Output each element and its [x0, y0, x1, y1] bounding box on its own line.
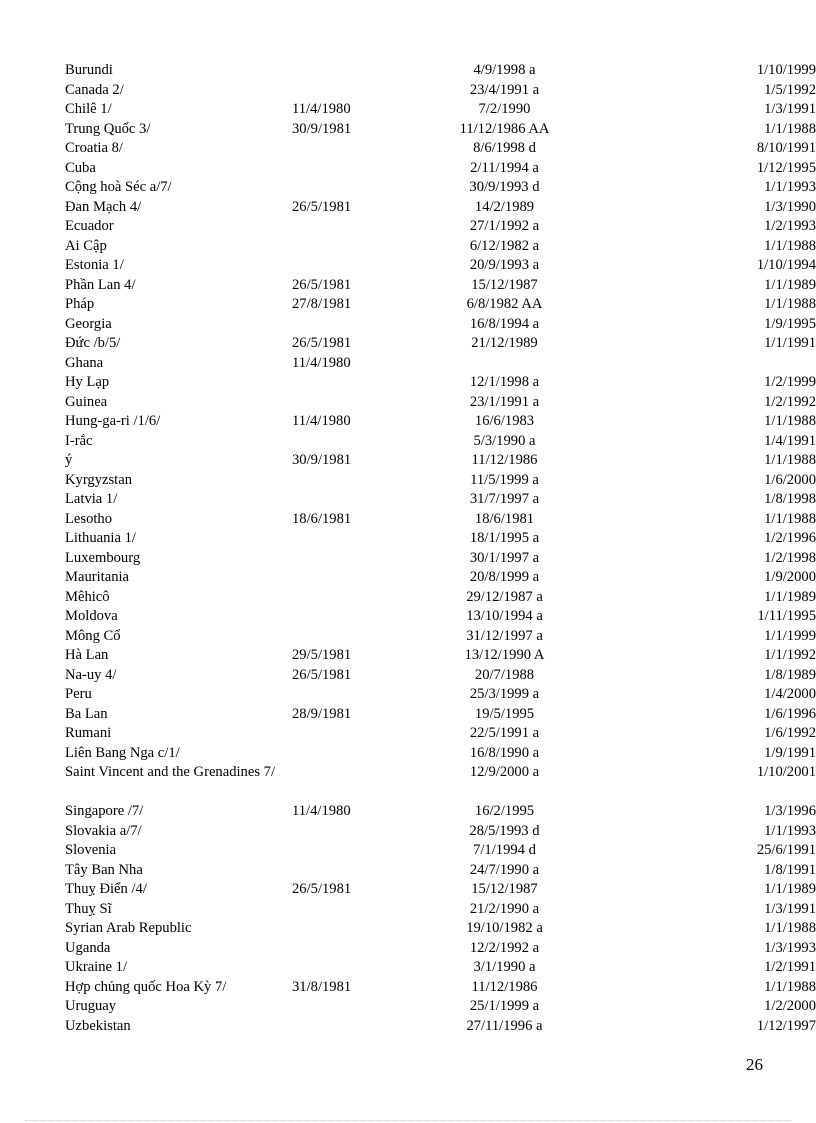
table-row: [65, 744, 816, 764]
country-name: I-rắc: [65, 432, 93, 449]
signature-date: 30/9/1981: [292, 452, 352, 468]
table-row: [65, 139, 816, 159]
ratification-date: 31/7/1997 a: [469, 491, 540, 507]
entry-into-force-date: 1/10/1999: [756, 62, 816, 78]
country-name: Hung-ga-ri /1/6/: [65, 413, 161, 429]
signature-date: [292, 919, 392, 939]
country-name: Latvia 1/: [65, 491, 118, 507]
entry-into-force-date: 1/1/1993: [764, 179, 816, 195]
ratification-date: 21/2/1990 a: [469, 900, 540, 917]
entry-into-force-date: 1/1/1988: [764, 237, 816, 254]
table-row: [65, 705, 816, 725]
signature-date: [292, 315, 392, 335]
ratification-date: 20/9/1993 a: [469, 257, 540, 273]
entry-into-force-date: 1/3/1993: [764, 939, 816, 956]
entry-into-force-date: 1/3/1996: [764, 803, 816, 819]
ratification-date: 30/9/1993 d: [469, 179, 540, 195]
country-name: Cộng hoà Séc a/7/: [65, 179, 172, 195]
ratification-date: 7/1/1994 d: [473, 842, 536, 858]
table-row: [65, 334, 816, 354]
entry-into-force-date: 1/1/1988: [764, 296, 816, 312]
table-body: [65, 61, 816, 1036]
ratification-date: 30/1/1997 a: [469, 549, 540, 566]
entry-into-force-date: 1/12/1997: [756, 1017, 816, 1034]
table-row: [65, 978, 816, 998]
ratification-date: 14/2/1989: [474, 198, 535, 215]
country-name: Lesotho: [65, 510, 113, 527]
signature-date: 31/8/1981: [292, 978, 352, 995]
signature-date: [292, 373, 392, 393]
ratification-date: 11/12/1986: [471, 452, 538, 468]
table-row: [65, 159, 816, 179]
signature-date: [292, 61, 392, 81]
ratification-date: 3/1/1990 a: [473, 959, 536, 975]
table-row: [65, 451, 816, 471]
ratification-date: 21/12/1989: [471, 335, 538, 351]
table-row: [65, 666, 816, 686]
signature-date: [292, 861, 392, 881]
signature-date: [292, 393, 392, 413]
signature-date: [292, 958, 392, 978]
table-row: [65, 900, 816, 920]
signature-date: 11/4/1980: [292, 101, 351, 117]
table-row: [65, 724, 816, 744]
signature-date: 11/4/1980: [292, 413, 351, 429]
table-row: [65, 568, 816, 588]
signature-date: [292, 178, 392, 198]
ratification-date: 6/8/1982 AA: [466, 296, 543, 312]
entry-into-force-date: 1/2/1993: [764, 218, 816, 234]
country-name: Ba Lan: [65, 705, 108, 722]
country-name: Tây Ban Nha: [65, 861, 143, 878]
signature-date: [292, 607, 392, 627]
entry-into-force-date: 1/1/1988: [764, 978, 816, 995]
ratification-date: 11/12/1986 AA: [459, 120, 550, 137]
country-name: Uganda: [65, 939, 111, 956]
footer-divider: [25, 1120, 791, 1121]
country-name: Ai Cập: [65, 237, 107, 254]
table-row: [65, 373, 816, 393]
signature-date: [292, 822, 392, 842]
signature-date: 26/5/1981: [292, 666, 352, 683]
ratification-date: 5/3/1990 a: [473, 432, 536, 449]
table-row: [65, 490, 816, 510]
entry-into-force-date: 1/10/2001: [756, 764, 816, 780]
country-name: Hợp chủng quốc Hoa Kỳ 7/: [65, 978, 227, 995]
table-row: [65, 841, 816, 861]
entry-into-force-date: 1/3/1991: [764, 900, 816, 917]
signature-date: [292, 997, 392, 1017]
entry-into-force-date: [617, 354, 816, 374]
country-name: Moldova: [65, 608, 118, 624]
ratification-date: 6/12/1982 a: [469, 237, 540, 254]
table-row: [65, 81, 816, 101]
table-row: [65, 412, 816, 432]
table-row: [65, 763, 816, 802]
signature-date: [292, 900, 392, 920]
entry-into-force-date: 1/1/1988: [764, 452, 816, 468]
table-row: [65, 198, 816, 218]
signature-date: [292, 939, 392, 959]
entry-into-force-date: 1/12/1995: [756, 159, 816, 176]
ratification-date: 29/12/1987 a: [466, 588, 543, 605]
country-name: Uruguay: [65, 998, 117, 1014]
entry-into-force-date: 1/2/1991: [764, 959, 816, 975]
table-row: [65, 393, 816, 413]
ratification-date: 16/6/1983: [474, 413, 535, 429]
entry-into-force-date: 1/9/2000: [764, 569, 816, 585]
country-name: ý: [65, 452, 73, 468]
signature-date: [292, 568, 392, 588]
signature-date: [292, 588, 392, 608]
table-row: [65, 997, 816, 1017]
entry-into-force-date: 1/1/1992: [764, 647, 816, 663]
ratification-date: [392, 354, 617, 374]
country-name: Slovenia: [65, 842, 117, 858]
entry-into-force-date: 1/1/1993: [764, 822, 816, 839]
country-name: Rumani: [65, 725, 112, 741]
ratification-date: 2/11/1994 a: [470, 159, 539, 176]
ratification-date: 16/8/1994 a: [469, 315, 540, 332]
signature-date: [292, 549, 392, 569]
entry-into-force-date: 1/6/2000: [764, 471, 816, 488]
table-row: [65, 958, 816, 978]
entry-into-force-date: 1/1/1988: [764, 510, 816, 527]
table-row: [65, 646, 816, 666]
table-row: [65, 217, 816, 237]
signature-date: 27/8/1981: [292, 296, 352, 312]
entry-into-force-date: 1/3/1990: [764, 198, 816, 215]
ratification-date: 25/3/1999 a: [469, 686, 540, 702]
entry-into-force-date: 1/1/1988: [764, 413, 816, 429]
entry-into-force-date: 1/8/1989: [764, 666, 816, 683]
country-name: Uzbekistan: [65, 1017, 131, 1034]
table-row: [65, 529, 816, 549]
signature-date: [292, 1017, 392, 1037]
table-row: [65, 276, 816, 296]
ratification-date: 23/1/1991 a: [469, 393, 540, 410]
signature-date: [292, 81, 392, 101]
country-name: Liên Bang Nga c/1/: [65, 744, 180, 761]
country-name: Kyrgyzstan: [65, 471, 133, 488]
signature-date: [292, 237, 392, 257]
country-name: Hy Lạp: [65, 374, 110, 390]
entry-into-force-date: 1/8/1991: [764, 861, 816, 878]
entry-into-force-date: 1/1/1991: [764, 335, 816, 351]
entry-into-force-date: 1/9/1991: [764, 744, 816, 761]
signature-date: 26/5/1981: [292, 881, 352, 897]
signature-date: 29/5/1981: [292, 647, 352, 663]
entry-into-force-date: 1/11/1995: [757, 608, 816, 624]
country-name: Ukraine 1/: [65, 959, 128, 975]
table-row: [65, 549, 816, 569]
country-name: Luxembourg: [65, 549, 141, 566]
table-row: [65, 685, 816, 705]
table-row: [65, 607, 816, 627]
country-name-text: Saint Vincent and the Grenadines 7/: [65, 764, 276, 780]
entry-into-force-date: 1/1/1989: [764, 276, 816, 293]
entry-into-force-date: 1/2/1992: [764, 393, 816, 410]
ratification-date: 31/12/1997 a: [466, 627, 543, 644]
country-name: Cuba: [65, 159, 96, 176]
country-name: Mauritania: [65, 569, 130, 585]
table-row: [65, 919, 816, 939]
ratification-date: 18/1/1995 a: [469, 530, 540, 546]
ratification-date: 19/5/1995: [474, 705, 535, 722]
table-row: [65, 627, 816, 647]
page-number: 26: [746, 1055, 763, 1074]
ratification-date: 20/8/1999 a: [469, 569, 540, 585]
table-row: [65, 120, 816, 140]
signature-date: 11/4/1980: [292, 803, 351, 819]
country-name: Estonia 1/: [65, 257, 124, 273]
entry-into-force-date: 1/10/1994: [756, 257, 816, 273]
signature-date: [292, 139, 392, 159]
country-name: Peru: [65, 686, 92, 702]
table-row: [65, 939, 816, 959]
country-name: Pháp: [65, 296, 95, 312]
entry-into-force-date: 1/6/1996: [764, 705, 816, 722]
signature-date: [292, 763, 392, 802]
ratification-date: 11/12/1986: [471, 978, 538, 995]
ratification-date: 11/5/1999 a: [470, 471, 539, 488]
signature-date: [292, 432, 392, 452]
table-row: [65, 822, 816, 842]
entry-into-force-date: 1/6/1992: [764, 725, 816, 741]
signature-date: [292, 724, 392, 744]
table-row: [65, 802, 816, 822]
ratification-date: 27/1/1992 a: [469, 218, 540, 234]
table-row: [65, 471, 816, 491]
signature-date: 26/5/1981: [292, 198, 352, 215]
entry-into-force-date: 25/6/1991: [756, 842, 816, 858]
entry-into-force-date: 1/8/1998: [764, 491, 816, 507]
ratification-date: 12/2/1992 a: [469, 939, 540, 956]
table-row: [65, 354, 816, 374]
entry-into-force-date: 1/1/1999: [764, 627, 816, 644]
ratification-date: 8/6/1998 d: [473, 140, 536, 156]
country-name: Chilê 1/: [65, 101, 112, 117]
country-name: Đan Mạch 4/: [65, 198, 142, 215]
signature-date: [292, 256, 392, 276]
table-row: [65, 295, 816, 315]
table-row: [65, 588, 816, 608]
country-name: Lithuania 1/: [65, 530, 136, 546]
entry-into-force-date: 1/2/2000: [764, 998, 816, 1014]
ratification-date: 7/2/1990: [478, 101, 531, 117]
ratification-date: 20/7/1988: [474, 666, 535, 683]
table-row: [65, 432, 816, 452]
ratification-date: 24/7/1990 a: [469, 861, 540, 878]
signature-date: 26/5/1981: [292, 276, 352, 293]
treaty-status-table: [65, 61, 816, 1036]
signature-date: [292, 529, 392, 549]
country-name: Hà Lan: [65, 647, 109, 663]
ratification-date: 16/2/1995: [474, 803, 535, 819]
entry-into-force-date: 1/2/1998: [764, 549, 816, 566]
table-row: [65, 100, 816, 120]
signature-date: 26/5/1981: [292, 335, 352, 351]
ratification-date: 16/8/1990 a: [469, 744, 540, 761]
ratification-date: 13/10/1994 a: [466, 608, 543, 624]
signature-date: [292, 471, 392, 491]
entry-into-force-date: 1/1/1988: [764, 920, 816, 936]
signature-date: [292, 159, 392, 179]
entry-into-force-date: 1/1/1989: [764, 588, 816, 605]
ratification-date: 28/5/1993 d: [469, 822, 540, 839]
country-name: Burundi: [65, 62, 113, 78]
ratification-date: 15/12/1987: [471, 276, 538, 293]
entry-into-force-date: 1/9/1995: [764, 315, 816, 332]
ratification-date: 19/10/1982 a: [466, 920, 543, 936]
table-row: [65, 315, 816, 335]
country-name: Thuỵ Sĩ: [65, 900, 112, 917]
entry-into-force-date: 1/2/1999: [764, 374, 816, 390]
table-row: [65, 237, 816, 257]
signature-date: [292, 490, 392, 510]
entry-into-force-date: 1/1/1989: [764, 881, 816, 897]
country-name: Phần Lan 4/: [65, 276, 136, 293]
ratification-date: 23/4/1991 a: [469, 81, 540, 98]
country-name: Georgia: [65, 315, 112, 332]
table-row: [65, 1017, 816, 1037]
country-name: Croatia 8/: [65, 140, 123, 156]
ratification-date: 4/9/1998 a: [473, 62, 536, 78]
entry-into-force-date: 1/4/2000: [764, 686, 816, 702]
country-name: Thuỵ Điển /4/: [65, 881, 147, 897]
ratification-date: 22/5/1991 a: [469, 725, 540, 741]
table-row: [65, 880, 816, 900]
ratification-date: 13/12/1990 A: [464, 647, 545, 663]
country-name: Mêhicô: [65, 588, 110, 605]
country-name: Mông Cổ: [65, 627, 121, 644]
country-name: Canada 2/: [65, 81, 124, 98]
entry-into-force-date: 1/2/1996: [764, 530, 816, 546]
signature-date: [292, 627, 392, 647]
country-name: Ecuador: [65, 218, 114, 234]
signature-date: 30/9/1981: [292, 120, 352, 137]
entry-into-force-date: 1/3/1991: [764, 101, 816, 117]
ratification-date: 27/11/1996 a: [466, 1017, 543, 1034]
country-name: Slovakia a/7/: [65, 822, 142, 839]
table-row: [65, 256, 816, 276]
table-row: [65, 510, 816, 530]
country-name: Trung Quốc 3/: [65, 120, 151, 137]
signature-date: [292, 685, 392, 705]
ratification-date: 12/1/1998 a: [469, 374, 540, 390]
table-row: [65, 178, 816, 198]
entry-into-force-date: 1/1/1988: [764, 120, 816, 137]
table-row: [65, 61, 816, 81]
signature-date: 18/6/1981: [292, 510, 352, 527]
country-name: Guinea: [65, 393, 108, 410]
ratification-date: 25/1/1999 a: [469, 998, 540, 1014]
ratification-date: 15/12/1987: [471, 881, 538, 897]
entry-into-force-date: 1/4/1991: [764, 432, 816, 449]
signature-date: [292, 217, 392, 237]
country-name: Singapore /7/: [65, 803, 144, 819]
signature-date: [292, 841, 392, 861]
table-row: [65, 861, 816, 881]
ratification-date: 12/9/2000 a: [469, 764, 540, 780]
signature-date: 11/4/1980: [292, 354, 351, 371]
entry-into-force-date: 8/10/1991: [756, 140, 816, 156]
country-name: Ghana: [65, 354, 104, 371]
signature-date: [292, 744, 392, 764]
ratification-date: 18/6/1981: [474, 510, 535, 527]
country-name: Đức /b/5/: [65, 335, 121, 351]
country-name: [65, 763, 292, 802]
signature-date: 28/9/1981: [292, 705, 352, 722]
entry-into-force-date: 1/5/1992: [764, 81, 816, 98]
country-name: Syrian Arab Republic: [65, 920, 192, 936]
country-name: Na-uy 4/: [65, 666, 117, 683]
